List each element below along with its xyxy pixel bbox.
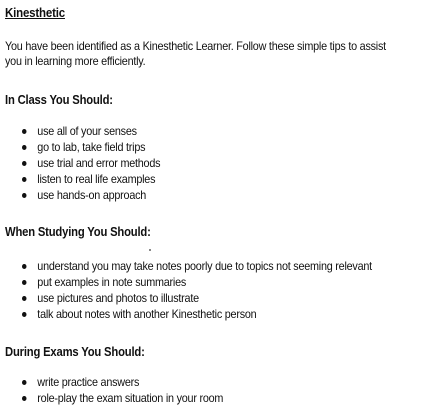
bullet-icon — [22, 312, 27, 317]
in-class-list — [22, 123, 160, 203]
bullet-icon — [22, 280, 27, 285]
list-item — [22, 258, 372, 274]
list-item — [22, 390, 223, 406]
intro-paragraph: You have been identified as a Kinesthetic Learner. Follow these simple tips to assist you in learning more efficiently. — [5, 39, 386, 68]
list-item-text: use pictures and photos to illustrate — [37, 291, 199, 305]
during-exams-list — [22, 374, 223, 406]
list-item-text: use hands-on approach — [37, 188, 147, 202]
list-item-text: write practice answers — [37, 375, 140, 389]
list-item — [22, 274, 372, 290]
list-item-text: use all of your senses — [37, 124, 137, 138]
bullet-icon — [22, 161, 27, 166]
list-item-text: go to lab, take field trips — [37, 140, 146, 154]
list-item — [22, 374, 223, 390]
list-item-text: role-play the exam situation in your room — [37, 391, 224, 405]
list-item-text: put examples in note summaries — [37, 275, 187, 289]
bullet-icon — [22, 145, 27, 150]
list-item-text: talk about notes with another Kinesthetic person — [37, 307, 257, 321]
list-item — [22, 306, 372, 322]
bullet-icon — [22, 380, 27, 385]
list-item-text: listen to real life examples — [37, 172, 156, 186]
list-item — [22, 155, 160, 171]
list-item — [22, 290, 372, 306]
bullet-icon — [22, 129, 27, 134]
document-title: Kinesthetic — [5, 6, 65, 20]
bullet-icon — [22, 296, 27, 301]
bullet-icon — [22, 193, 27, 198]
scan-speck — [149, 249, 151, 251]
when-studying-list — [22, 258, 372, 322]
list-item — [22, 123, 160, 139]
list-item — [22, 187, 160, 203]
list-item-text: use trial and error methods — [37, 156, 161, 170]
bullet-icon — [22, 396, 27, 401]
bullet-icon — [22, 177, 27, 182]
list-item-text: understand you may take notes poorly due to topics not seeming relevant — [37, 259, 372, 273]
section-heading-when-studying: When Studying You Should: — [5, 225, 151, 239]
list-item — [22, 171, 160, 187]
section-heading-during-exams: During Exams You Should: — [5, 345, 145, 359]
list-item — [22, 139, 160, 155]
section-heading-in-class: In Class You Should: — [5, 93, 113, 107]
bullet-icon — [22, 264, 27, 269]
